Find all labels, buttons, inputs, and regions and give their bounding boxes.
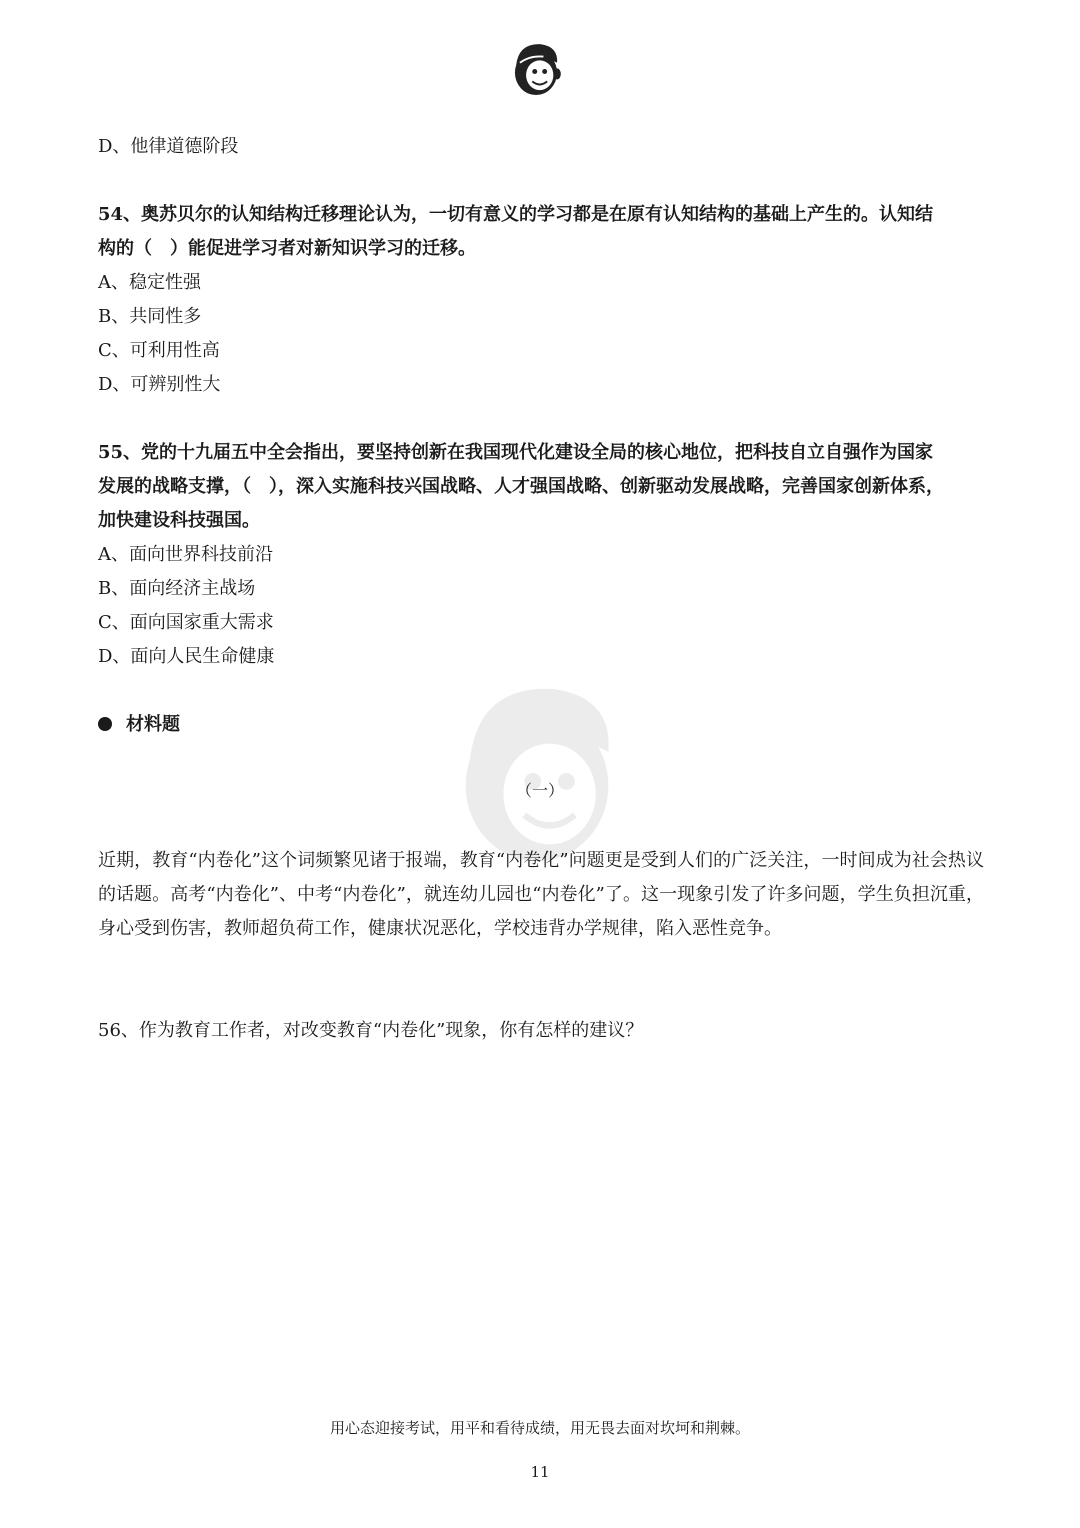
question-54-line-2: 构的（ ）能促进学习者对新知识学习的迁移。 <box>98 238 476 259</box>
question-54-line-1: 54、奥苏贝尔的认知结构迁移理论认为，一切有意义的学习都是在原有认知结构的基础上产生的。认知结 <box>98 204 934 225</box>
material-paragraph: 近期，教育“内卷化”这个词频繁见诸于报端，教育“内卷化”问题更是受到人们的广泛关注，一时间成为社会热议的话题。高考“内卷化”、中考“内卷化”，就连幼儿园也“内卷化”了。这一现象引发了许多问题，学生负担沉重，身心受到伤害，教师超负荷工作，健康状况恶化，学校违背办学规律，陷入恶性竞争。 <box>98 850 984 939</box>
q55-option-c: C、面向国家重大需求 <box>98 612 274 633</box>
q55-option-d: D、面向人民生命健康 <box>98 646 275 667</box>
page-number: 11 <box>530 1463 550 1481</box>
question-55-line-2: 发展的战略支撑，（ ），深入实施科技兴国战略、人才强国战略、创新驱动发展战略，完善国家创新体系， <box>98 476 944 497</box>
q54-option-d: D、可辨别性大 <box>98 374 221 395</box>
q55-option-b: B、面向经济主战场 <box>98 578 256 599</box>
q54-option-b: B、共同性多 <box>98 306 202 327</box>
section-title: 材料题 <box>126 714 180 735</box>
q54-option-c: C、可利用性高 <box>98 340 220 361</box>
bullet-icon <box>98 717 112 731</box>
monkey-logo-icon <box>505 38 567 100</box>
material-subtitle: （一） <box>515 781 564 800</box>
footer-motto: 用心态迎接考试，用平和看待成绩，用无畏去面对坎坷和荆棘。 <box>329 1419 750 1437</box>
section-heading <box>98 708 180 742</box>
question-55-line-1: 55、党的十九届五中全会指出，要坚持创新在我国现代化建设全局的核心地位，把科技自立自强作为国家 <box>98 442 934 463</box>
q54-option-a: A、稳定性强 <box>98 272 201 293</box>
prev-option-d: D、他律道德阶段 <box>98 136 239 157</box>
question-55-line-3: 加快建设科技强国。 <box>98 510 260 531</box>
q55-option-a: A、面向世界科技前沿 <box>98 544 273 565</box>
question-56: 56、作为教育工作者，对改变教育“内卷化”现象，你有怎样的建议？ <box>98 1020 644 1041</box>
